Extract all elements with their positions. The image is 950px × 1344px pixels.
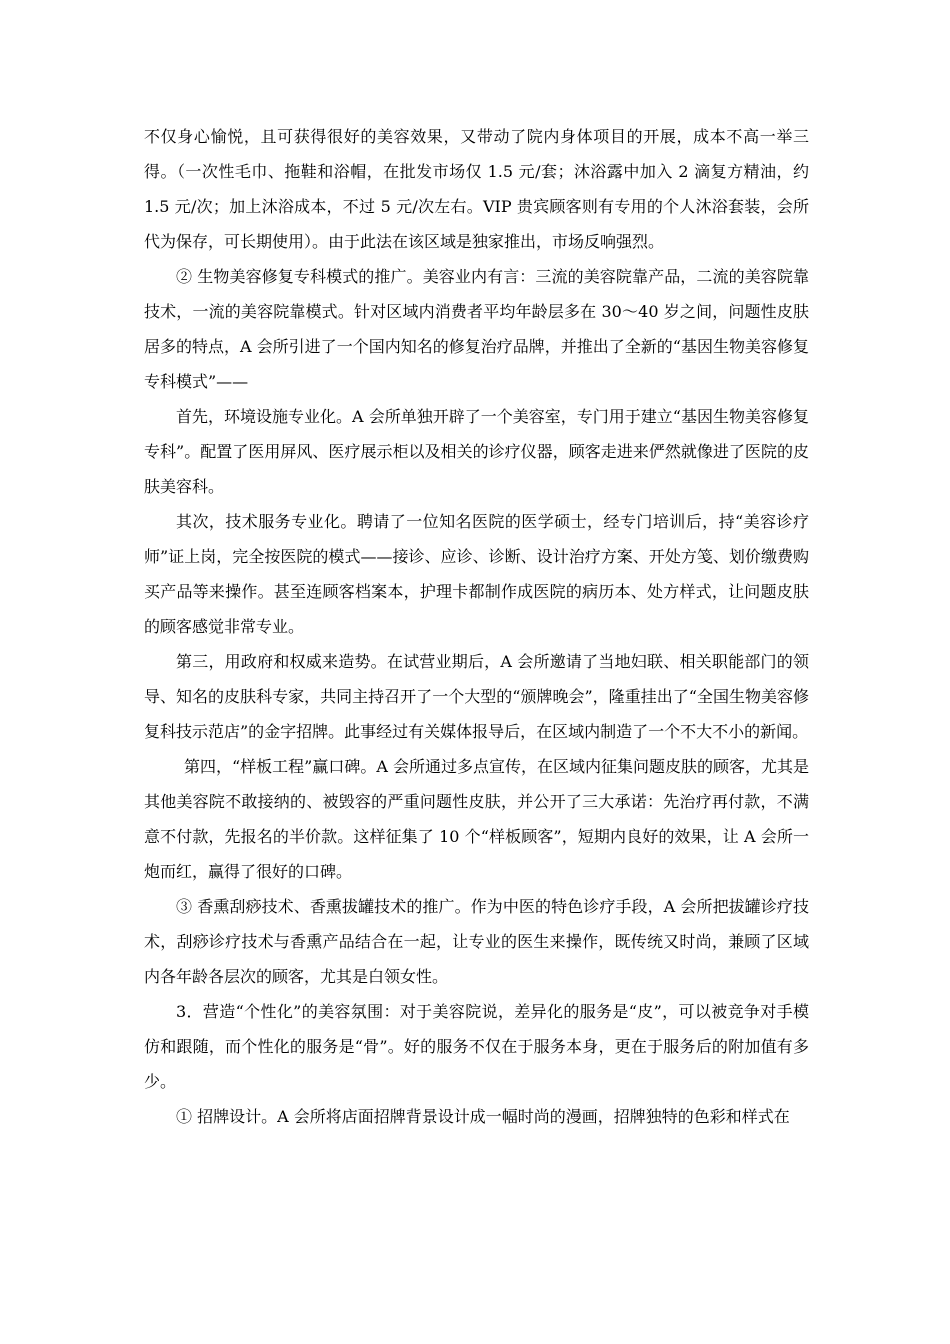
- paragraph-7: ③ 香熏刮痧技术、香熏拔罐技术的推广。作为中医的特色诊疗手段，A 会所把拔罐诊疗技术，刮痧诊疗技术与香熏产品结合在一起，让专业的医生来操作，既传统又时尚，兼顾了区域内各年龄各层次的顾客，尤其是白领女性。: [144, 897, 809, 986]
- paragraph-6: 第四，“样板工程”赢口碑。A 会所通过多点宣传，在区域内征集问题皮肤的顾客，尤其是其他美容院不敢接纳的、被毁容的严重问题性皮肤，并公开了三大承诺：先治疗再付款，不满意不付款，先报名的半价款。这样征集了 10 个“样板顾客”，短期内良好的效果，让 A 会所一炮而红，赢得了很好的口碑。: [144, 757, 810, 881]
- paragraph-5: 第三，用政府和权威来造势。在试营业期后，A 会所邀请了当地妇联、相关职能部门的领导、知名的皮肤科专家，共同主持召开了一个大型的“颁牌晚会”，隆重挂出了“全国生物美容修复科技示范店”的金字招牌。此事经过有关媒体报导后，在区域内制造了一个不大不小的新闻。: [144, 652, 809, 741]
- document-body: [144, 119, 809, 1134]
- paragraph-3: 首先，环境设施专业化。A 会所单独开辟了一个美容室，专门用于建立“基因生物美容修复专科”。配置了医用屏风、医疗展示柜以及相关的诊疗仪器，顾客走进来俨然就像进了医院的皮肤美容科。: [144, 407, 809, 496]
- paragraph-8: 3．营造“个性化”的美容氛围：对于美容院说，差异化的服务是“皮”，可以被竞争对手模仿和跟随，而个性化的服务是“骨”。好的服务不仅在于服务本身，更在于服务后的附加值有多少。: [144, 1002, 809, 1091]
- paragraph-9: ① 招牌设计。A 会所将店面招牌背景设计成一幅时尚的漫画，招牌独特的色彩和样式在: [176, 1107, 790, 1126]
- paragraph-4: 其次，技术服务专业化。聘请了一位知名医院的医学硕士，经专门培训后，持“美容诊疗师”证上岗，完全按医院的模式——接诊、应诊、诊断、设计治疗方案、开处方笺、划价缴费购买产品等来操作。甚至连顾客档案本，护理卡都制作成医院的病历本、处方样式，让问题皮肤的顾客感觉非常专业。: [144, 512, 809, 636]
- paragraph-1: 不仅身心愉悦，且可获得很好的美容效果，又带动了院内身体项目的开展，成本不高一举三得。（一次性毛巾、拖鞋和浴帽，在批发市场仅 1.5 元/套；沐浴露中加入 2 滴复方精油，约 1.5 元/次；加上沐浴成本，不过 5 元/次左右。VIP 贵宾顾客则有专用的个人沐浴套装，会所代为保存，可长期使用）。由于此法在该区域是独家推出，市场反响强烈。: [144, 127, 809, 251]
- paragraph-2: ② 生物美容修复专科模式的推广。美容业内有言：三流的美容院靠产品，二流的美容院靠技术，一流的美容院靠模式。针对区域内消费者平均年龄层多在 30～40 岁之间，问题性皮肤居多的特点，A 会所引进了一个国内知名的修复治疗品牌，并推出了全新的“基因生物美容修复专科模式”——: [144, 267, 809, 391]
